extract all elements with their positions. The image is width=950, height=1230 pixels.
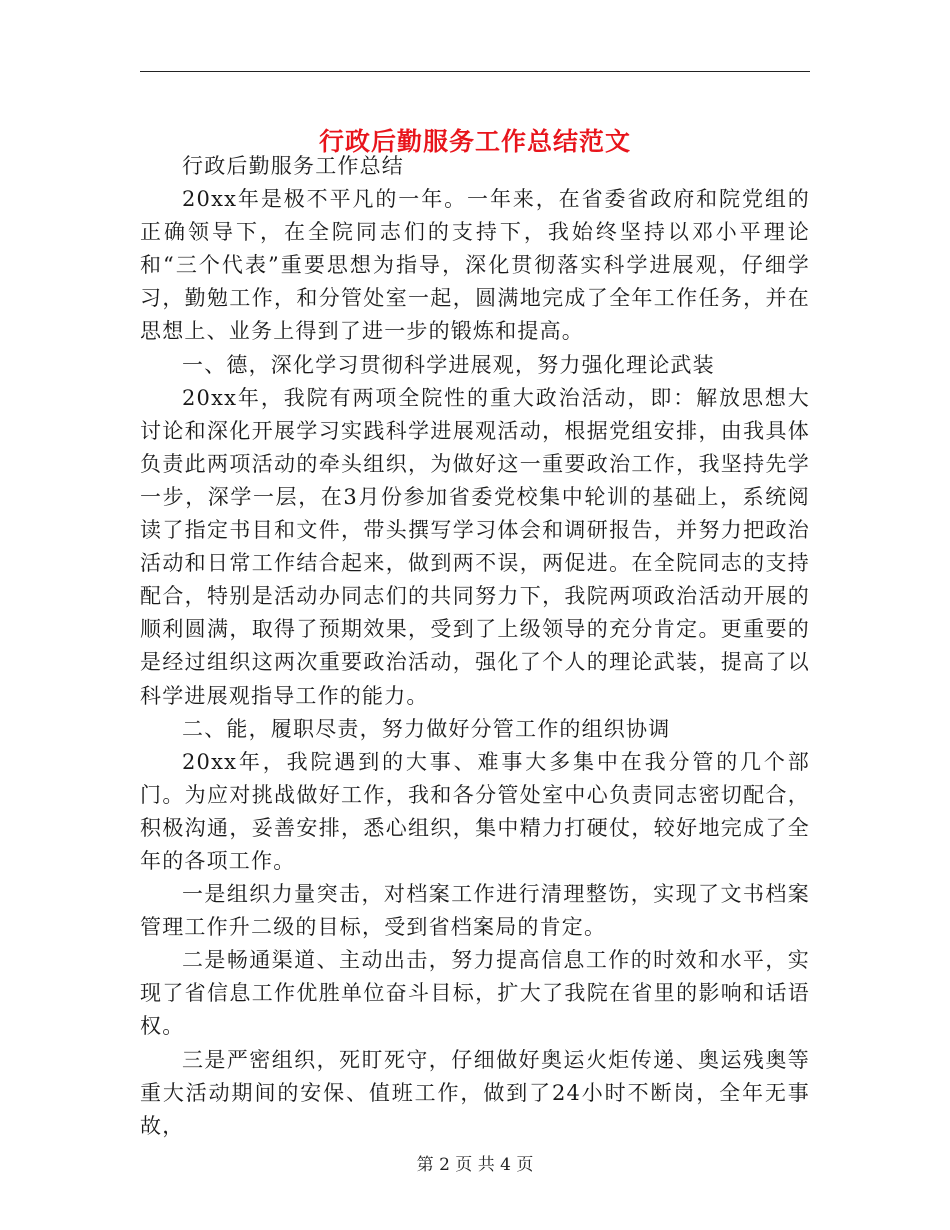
paragraph-section-2: 20xx年，我院遇到的大事、难事大多集中在我分管的几个部门。为应对挑战做好工作，我和各分管处室中心负责同志密切配合，积极沟通，妥善安排，悉心组织，集中精力打硬仗，较好地完成了全年的各项工作。 [140, 749, 810, 873]
document-body [140, 150, 810, 1143]
section-heading-2: 二、能，履职尽责，努力做好分管工作的组织协调 [182, 716, 671, 741]
paragraph-item-3: 三是严密组织，死盯死守，仔细做好奥运火炬传递、奥运残奥等重大活动期间的安保、值班工作，做到了24小时不断岗，全年无事故， [140, 1047, 810, 1138]
paragraph-item-1: 一是组织力量突击，对档案工作进行清理整饬，实现了文书档案管理工作升二级的目标，受到省档案局的肯定。 [140, 882, 810, 940]
document-title: 行政后勤服务工作总结范文 [318, 126, 631, 156]
paragraph-section-1: 20xx年，我院有两项全院性的重大政治活动，即：解放思想大讨论和深化开展学习实践科学进展观活动，根据党组安排，由我具体负责此两项活动的牵头组织，为做好这一重要政治工作，我坚持先学一步，深学一层，在3月份参加省委党校集中轮训的基础上，系统阅读了指定书目和文件，带头撰写学习体会和调研报告，并努力把政治活动和日常工作结合起来，做到两不误，两促进。在全院同志的支持配合，特别是活动办同志们的共同努力下，我院两项政治活动开展的顺利圆满，取得了预期效果，受到了上级领导的充分肯定。更重要的是经过组织这两次重要政治活动，强化了个人的理论武装，提高了以科学进展观指导工作的能力。 [140, 385, 810, 708]
paragraph-intro: 20xx年是极不平凡的一年。一年来，在省委省政府和院党组的正确领导下，在全院同志们的支持下，我始终坚持以邓小平理论和“三个代表”重要思想为指导，深化贯彻落实科学进展观，仔细学习，勤勉工作，和分管处室一起，圆满地完成了全年工作任务，并在思想上、业务上得到了进一步的锻炼和提高。 [140, 187, 810, 344]
paragraph-item-2: 二是畅通渠道、主动出击，努力提高信息工作的时效和水平，实现了省信息工作优胜单位奋斗目标，扩大了我院在省里的影响和话语权。 [140, 948, 810, 1039]
header-rule [140, 71, 810, 72]
section-heading-1: 一、德，深化学习贯彻科学进展观，努力强化理论武装 [182, 352, 715, 377]
paragraph-subtitle: 行政后勤服务工作总结 [182, 154, 404, 178]
page-number-footer: 第 2 页 共 4 页 [416, 1155, 534, 1175]
